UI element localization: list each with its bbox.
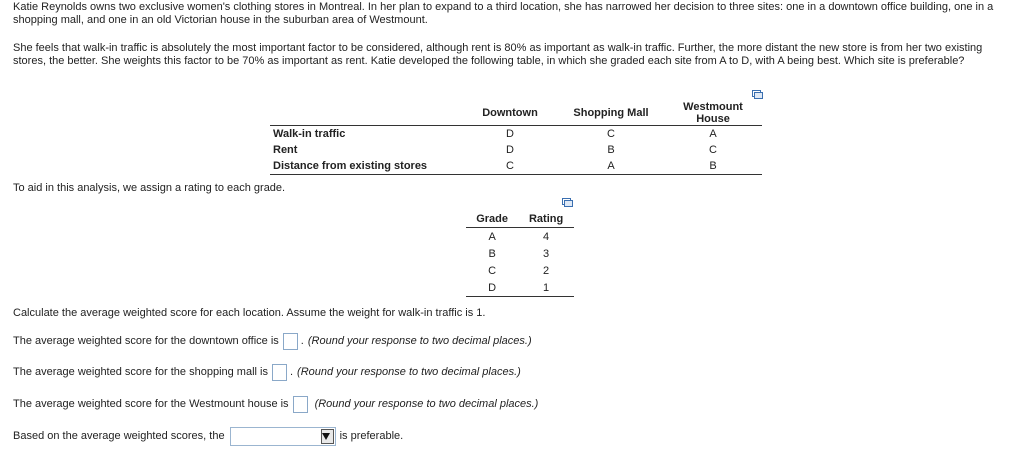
site-grades-table [270, 101, 762, 175]
copy-table-icon[interactable] [752, 90, 762, 98]
table-header [270, 101, 462, 126]
dropdown-arrow-icon[interactable] [321, 429, 334, 444]
table-row: Walk-in traffic D C A [273, 128, 717, 140]
table-row: C 2 [488, 264, 550, 277]
question-preferable-site: Based on the average weighted scores, the is preferable. [13, 427, 403, 445]
copy-table-icon[interactable] [562, 198, 572, 206]
table-header: Shopping Mall [558, 101, 664, 126]
calc-instruction: Calculate the average weighted score for each location. Assume the weight for walk-in traffic is 1. [13, 307, 486, 319]
table-row: D 1 [466, 279, 574, 297]
table-row: B 3 [488, 247, 550, 260]
table-header: Downtown [462, 101, 558, 126]
problem-intro: Katie Reynolds owns two exclusive women's clothing stores in Montreal. In her plan to expand to a third location, she has narrowed her decision to three sites: one in a downtown office building, one in a shopping mall, and one in an old Victorian house in the suburban area of Westmount. [13, 1, 994, 26]
table-row: Rent D B C [273, 144, 717, 156]
table-header: Grade [466, 211, 518, 228]
mall-score-input[interactable] [272, 364, 287, 381]
downtown-score-input[interactable] [283, 333, 298, 350]
question-westmount: The average weighted score for the Westmount house is (Round your response to two decimal places.) [13, 395, 538, 413]
aid-text: To aid in this analysis, we assign a rating to each grade. [13, 182, 286, 194]
table-row: A 4 [488, 230, 550, 243]
problem-details: She feels that walk-in traffic is absolutely the most important factor to be considered, although rent is 80% as important as walk-in traffic. Further, the more distant the new store is from her two existing stores, the better. She weights this factor to be 70% as important as rent. Katie developed the following table, in which she graded each site from A to D, with A being best. Which site is preferable? [13, 42, 983, 67]
site-select-dropdown[interactable] [230, 427, 336, 446]
question-shopping-mall: The average weighted score for the shopping mall is . (Round your response to two decimal places.) [13, 363, 521, 381]
table-row: Distance from existing stores C A B [270, 158, 762, 175]
rating-table [466, 211, 574, 297]
table-header: Rating [518, 211, 574, 228]
question-downtown: The average weighted score for the downtown office is . (Round your response to two decimal places.) [13, 332, 532, 350]
table-header: Westmount House [664, 101, 762, 126]
westmount-score-input[interactable] [293, 396, 308, 413]
